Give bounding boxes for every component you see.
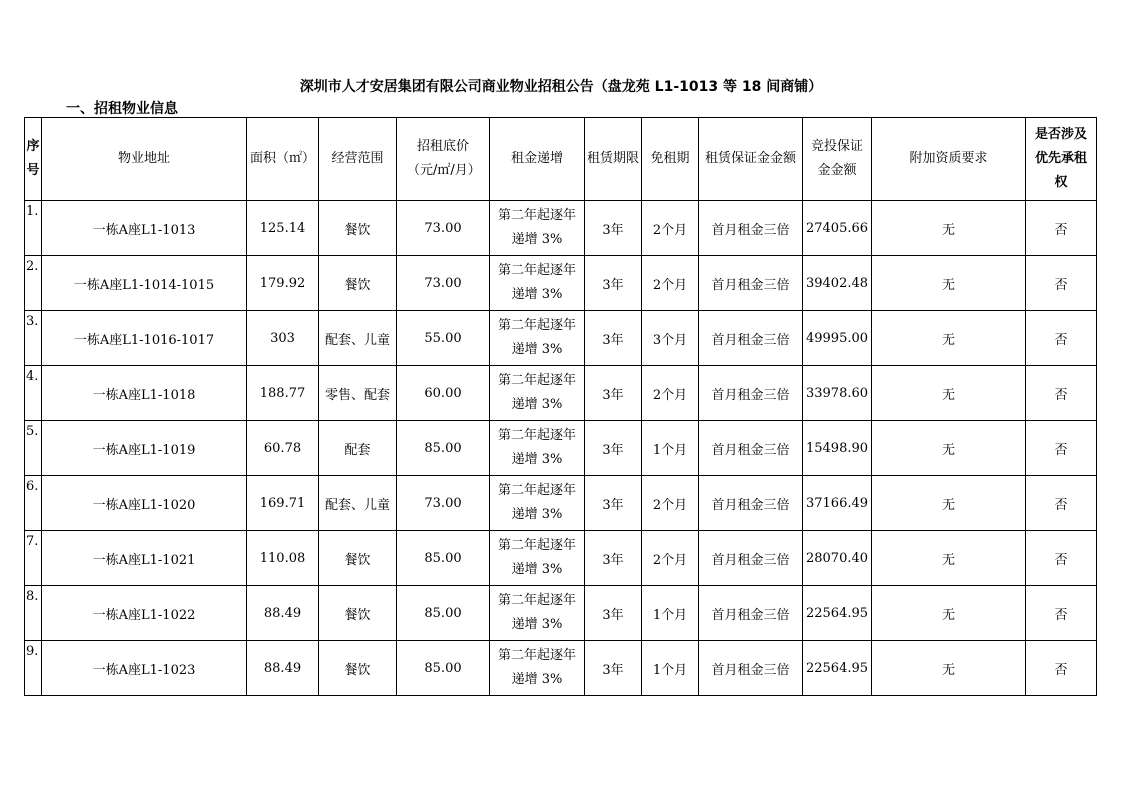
- cell-rent-increase: 第二年起逐年递增 3%: [490, 531, 585, 586]
- header-deposit: 租赁保证金金额: [699, 118, 803, 201]
- cell-deposit: 首月租金三倍: [699, 421, 803, 476]
- table-row: [25, 476, 1097, 531]
- cell-rent-increase: 第二年起逐年递增 3%: [490, 421, 585, 476]
- table-row: [25, 201, 1097, 256]
- cell-qualification: 无: [872, 586, 1026, 641]
- cell-rent-increase: 第二年起逐年递增 3%: [490, 366, 585, 421]
- cell-bid-deposit: 39402.48: [803, 256, 872, 311]
- cell-address: 一栋A座L1-1020: [42, 476, 247, 531]
- cell-rent-increase: 第二年起逐年递增 3%: [490, 256, 585, 311]
- cell-area: 188.77: [247, 366, 319, 421]
- cell-area: 125.14: [247, 201, 319, 256]
- table-row: [25, 311, 1097, 366]
- cell-index: 9.: [25, 641, 42, 696]
- cell-priority: 否: [1026, 641, 1097, 696]
- cell-base-price: 73.00: [397, 256, 490, 311]
- cell-free-period: 1个月: [642, 641, 699, 696]
- cell-rent-increase: 第二年起逐年递增 3%: [490, 641, 585, 696]
- table-header-row: [25, 118, 1097, 201]
- cell-lease-term: 3年: [585, 311, 642, 366]
- cell-deposit: 首月租金三倍: [699, 366, 803, 421]
- header-scope: 经营范围: [319, 118, 397, 201]
- cell-priority: 否: [1026, 586, 1097, 641]
- cell-bid-deposit: 28070.40: [803, 531, 872, 586]
- section-heading: 一、招租物业信息: [66, 101, 178, 117]
- cell-lease-term: 3年: [585, 256, 642, 311]
- cell-area: 60.78: [247, 421, 319, 476]
- cell-scope: 餐饮: [319, 641, 397, 696]
- cell-priority: 否: [1026, 531, 1097, 586]
- cell-free-period: 1个月: [642, 421, 699, 476]
- cell-deposit: 首月租金三倍: [699, 531, 803, 586]
- header-bid-deposit: 竞投保证金金额: [803, 118, 872, 201]
- cell-deposit: 首月租金三倍: [699, 311, 803, 366]
- cell-index: 3.: [25, 311, 42, 366]
- cell-address: 一栋A座L1-1014-1015: [42, 256, 247, 311]
- cell-lease-term: 3年: [585, 201, 642, 256]
- cell-bid-deposit: 37166.49: [803, 476, 872, 531]
- header-lease-term: 租赁期限: [585, 118, 642, 201]
- cell-qualification: 无: [872, 311, 1026, 366]
- cell-area: 88.49: [247, 586, 319, 641]
- cell-scope: 配套: [319, 421, 397, 476]
- cell-bid-deposit: 33978.60: [803, 366, 872, 421]
- header-rent-increase: 租金递增: [490, 118, 585, 201]
- cell-free-period: 2个月: [642, 366, 699, 421]
- table-row: [25, 531, 1097, 586]
- cell-priority: 否: [1026, 201, 1097, 256]
- header-priority: 是否涉及优先承租权: [1026, 118, 1097, 201]
- cell-index: 8.: [25, 586, 42, 641]
- document-title: 深圳市人才安居集团有限公司商业物业招租公告（盘龙苑 L1-1013 等 18 间商铺）: [299, 79, 823, 95]
- cell-priority: 否: [1026, 311, 1097, 366]
- cell-lease-term: 3年: [585, 421, 642, 476]
- cell-free-period: 2个月: [642, 531, 699, 586]
- cell-qualification: 无: [872, 366, 1026, 421]
- cell-address: 一栋A座L1-1016-1017: [42, 311, 247, 366]
- header-qualification: 附加资质要求: [872, 118, 1026, 201]
- cell-scope: 配套、儿童: [319, 476, 397, 531]
- cell-base-price: 73.00: [397, 201, 490, 256]
- cell-rent-increase: 第二年起逐年递增 3%: [490, 201, 585, 256]
- cell-address: 一栋A座L1-1022: [42, 586, 247, 641]
- cell-index: 5.: [25, 421, 42, 476]
- header-area: 面积（㎡）: [247, 118, 319, 201]
- header-base-price: 招租底价（元/㎡/月）: [397, 118, 490, 201]
- header-index: 序号: [25, 118, 42, 201]
- cell-index: 7.: [25, 531, 42, 586]
- cell-free-period: 2个月: [642, 256, 699, 311]
- cell-area: 179.92: [247, 256, 319, 311]
- cell-scope: 餐饮: [319, 586, 397, 641]
- cell-deposit: 首月租金三倍: [699, 476, 803, 531]
- cell-address: 一栋A座L1-1023: [42, 641, 247, 696]
- cell-address: 一栋A座L1-1013: [42, 201, 247, 256]
- cell-priority: 否: [1026, 421, 1097, 476]
- cell-lease-term: 3年: [585, 531, 642, 586]
- cell-scope: 餐饮: [319, 256, 397, 311]
- cell-index: 2.: [25, 256, 42, 311]
- cell-bid-deposit: 15498.90: [803, 421, 872, 476]
- cell-lease-term: 3年: [585, 641, 642, 696]
- cell-priority: 否: [1026, 366, 1097, 421]
- cell-qualification: 无: [872, 641, 1026, 696]
- cell-deposit: 首月租金三倍: [699, 201, 803, 256]
- cell-priority: 否: [1026, 476, 1097, 531]
- header-free-period: 免租期: [642, 118, 699, 201]
- cell-free-period: 1个月: [642, 586, 699, 641]
- cell-area: 88.49: [247, 641, 319, 696]
- cell-bid-deposit: 22564.95: [803, 586, 872, 641]
- cell-rent-increase: 第二年起逐年递增 3%: [490, 586, 585, 641]
- cell-address: 一栋A座L1-1019: [42, 421, 247, 476]
- cell-base-price: 85.00: [397, 641, 490, 696]
- cell-free-period: 2个月: [642, 201, 699, 256]
- cell-bid-deposit: 49995.00: [803, 311, 872, 366]
- cell-base-price: 85.00: [397, 421, 490, 476]
- table-row: [25, 366, 1097, 421]
- cell-qualification: 无: [872, 201, 1026, 256]
- cell-base-price: 85.00: [397, 586, 490, 641]
- cell-rent-increase: 第二年起逐年递增 3%: [490, 311, 585, 366]
- cell-scope: 配套、儿童: [319, 311, 397, 366]
- cell-qualification: 无: [872, 531, 1026, 586]
- header-address: 物业地址: [42, 118, 247, 201]
- table-row: [25, 256, 1097, 311]
- table-body: [25, 201, 1097, 696]
- cell-lease-term: 3年: [585, 476, 642, 531]
- cell-address: 一栋A座L1-1021: [42, 531, 247, 586]
- cell-index: 6.: [25, 476, 42, 531]
- cell-lease-term: 3年: [585, 586, 642, 641]
- cell-area: 303: [247, 311, 319, 366]
- cell-deposit: 首月租金三倍: [699, 586, 803, 641]
- cell-free-period: 3个月: [642, 311, 699, 366]
- cell-bid-deposit: 22564.95: [803, 641, 872, 696]
- cell-base-price: 85.00: [397, 531, 490, 586]
- cell-index: 4.: [25, 366, 42, 421]
- table-row: [25, 586, 1097, 641]
- cell-deposit: 首月租金三倍: [699, 256, 803, 311]
- cell-rent-increase: 第二年起逐年递增 3%: [490, 476, 585, 531]
- cell-scope: 餐饮: [319, 201, 397, 256]
- cell-base-price: 60.00: [397, 366, 490, 421]
- cell-area: 110.08: [247, 531, 319, 586]
- cell-scope: 餐饮: [319, 531, 397, 586]
- cell-scope: 零售、配套: [319, 366, 397, 421]
- cell-bid-deposit: 27405.66: [803, 201, 872, 256]
- cell-qualification: 无: [872, 256, 1026, 311]
- cell-deposit: 首月租金三倍: [699, 641, 803, 696]
- cell-base-price: 55.00: [397, 311, 490, 366]
- cell-qualification: 无: [872, 476, 1026, 531]
- cell-lease-term: 3年: [585, 366, 642, 421]
- cell-qualification: 无: [872, 421, 1026, 476]
- cell-address: 一栋A座L1-1018: [42, 366, 247, 421]
- cell-index: 1.: [25, 201, 42, 256]
- table-row: [25, 641, 1097, 696]
- cell-base-price: 73.00: [397, 476, 490, 531]
- table-row: [25, 421, 1097, 476]
- cell-priority: 否: [1026, 256, 1097, 311]
- property-table: [24, 117, 1097, 696]
- cell-free-period: 2个月: [642, 476, 699, 531]
- cell-area: 169.71: [247, 476, 319, 531]
